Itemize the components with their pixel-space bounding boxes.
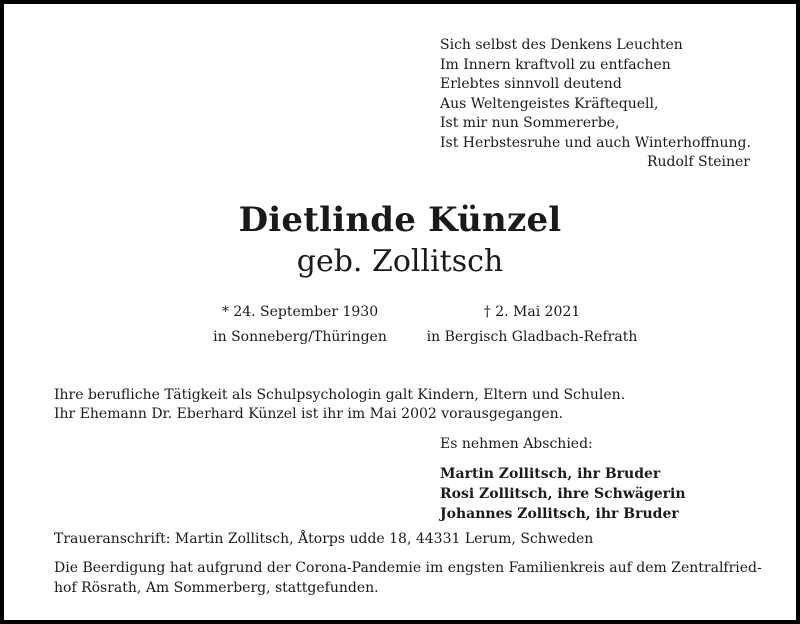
mourner-item: Martin Zollitsch, ihr Bruder <box>440 466 661 482</box>
farewell-intro: Es nehmen Abschied: <box>440 436 593 452</box>
maiden-name: geb. Zollitsch <box>296 244 504 279</box>
death-info <box>414 300 650 350</box>
death-place: in Bergisch Gladbach-Refrath <box>426 329 638 345</box>
death-date: † 2. Mai 2021 <box>483 304 581 320</box>
birth-info <box>200 300 400 350</box>
birth-date: * 24. September 1930 <box>221 304 379 320</box>
biography <box>54 386 774 424</box>
burial-note-line: hof Rösrath, Am Sommerberg, stattgefunden. <box>54 579 379 596</box>
poem-line: Ist Herbstesruhe und auch Winterhoffnung. <box>440 134 751 151</box>
birth-place: in Sonneberg/Thüringen <box>213 329 387 345</box>
poem-author: Rudolf Steiner <box>646 154 750 170</box>
poem-line: Erlebtes sinnvoll deutend <box>440 76 622 92</box>
mourner-item: Johannes Zollitsch, ihr Bruder <box>440 506 679 522</box>
burial-note-line: Die Beerdigung hat aufgrund der Corona-Pandemie im engsten Familienkreis auf dem Zentralfried- <box>54 560 762 576</box>
mourning-address: Traueranschrift: Martin Zollitsch, Åtorps udde 18, 44331 Lerum, Schweden <box>54 531 594 547</box>
poem-line: Im Innern kraftvoll zu entfachen <box>440 56 671 73</box>
deceased-name: Dietlinde Künzel <box>238 200 562 240</box>
burial-note <box>54 559 774 598</box>
mourner-item: Rosi Zollitsch, ihre Schwägerin <box>440 486 686 502</box>
biography-line: Ihr Ehemann Dr. Eberhard Künzel ist ihr im Mai 2002 vorausgegangen. <box>54 406 564 422</box>
poem-quote <box>440 36 750 173</box>
poem-line: Sich selbst des Denkens Leuchten <box>440 37 683 53</box>
farewell-section <box>440 434 760 524</box>
biography-line: Ihre berufliche Tätigkeit als Schulpsychologin galt Kindern, Eltern und Schulen. <box>54 387 626 403</box>
poem-line: Aus Weltengeistes Kräftequell, <box>440 95 659 112</box>
poem-line: Ist mir nun Sommererbe, <box>440 115 620 131</box>
